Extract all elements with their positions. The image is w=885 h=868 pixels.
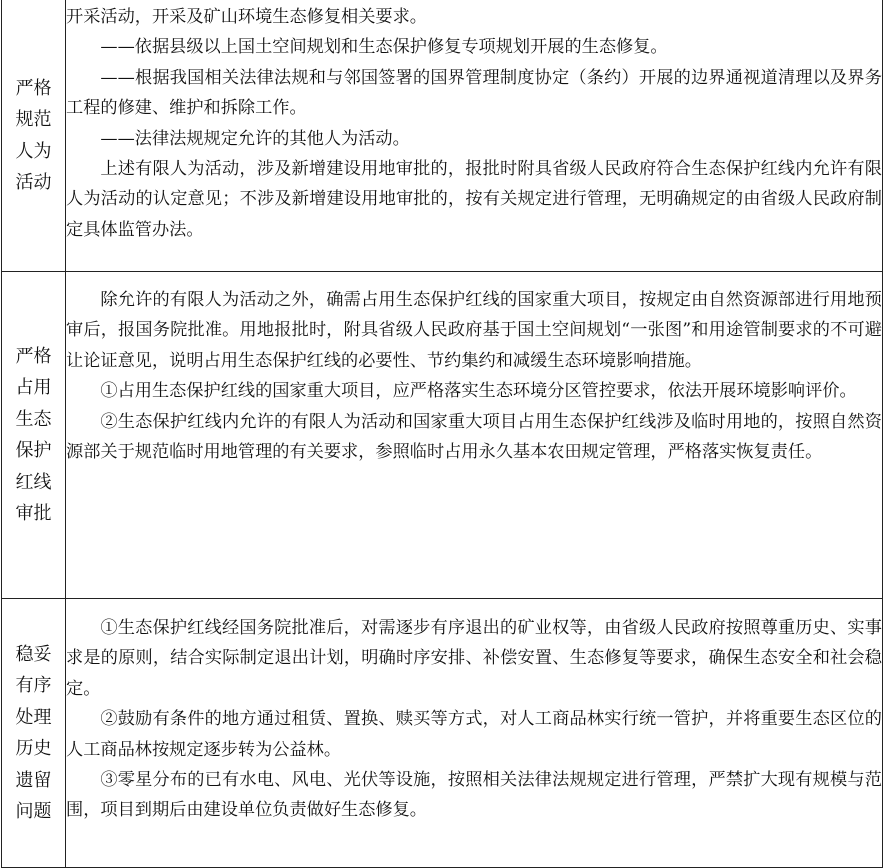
row-label-line: 生态 [15,408,52,430]
paragraph: ①占用生态保护红线的国家重大项目，应严格落实生态环境分区管控要求，依法开展环境影响评价。 [100,381,857,402]
paragraph: ——法律法规规定允许的其他人为活动。 [100,128,410,149]
paragraph: 除允许的有限人为活动之外，确需占用生态保护红线的国家重大项目，按规定由自然资源部进行用地预审后，报国务院批准。用地报批时，附具省级人民政府基于国土空间规划“一张图”和用途管制要求的不可避让论证意见，说明占用生态保护红线的必要性、节约集约和减缓生态环境影响措施。 [66,290,882,371]
table-row [2,0,883,272]
row-label-line: 稳妥 [15,643,52,665]
row-label-line: 有序 [15,675,52,696]
row-label-cell [2,272,66,599]
table-row [2,272,883,599]
row-label-line: 历史 [15,738,52,759]
row-content-cell [66,599,883,868]
row-label-line: 红线 [15,471,52,493]
policy-table [1,0,883,868]
paragraph: 上述有限人为活动，涉及新增建设用地审批的，报批时附具省级人民政府符合生态保护红线内允许有限人为活动的认定意见；不涉及新增建设用地审批的，按有关规定进行管理，无明确规定的由省级人民政府制定具体监管办法。 [66,159,882,240]
row-label-line: 问题 [15,801,52,822]
row-content-cell [66,272,883,599]
row-label-cell [2,0,66,272]
row-label-cell [2,599,66,868]
paragraph: ③零星分布的已有水电、风电、光伏等设施，按照相关法律法规规定进行管理，严禁扩大现有规模与范围，项目到期后由建设单位负责做好生态修复。 [66,770,882,821]
paragraph: 开采活动，开采及矿山环境生态修复相关要求。 [66,7,427,27]
paragraph: ②鼓励有条件的地方通过租赁、置换、赎买等方式，对人工商品林实行统一管护，并将重要生态区位的人工商品林按规定逐步转为公益林。 [66,709,882,760]
row-content-cell [66,0,883,272]
row-label [16,73,52,199]
row-label [16,639,52,828]
row-label-line: 占用 [15,377,52,398]
row-label-line: 活动 [15,172,52,193]
table-row [2,599,883,868]
row-label-line: 严格 [15,77,52,99]
row-label-line: 严格 [15,345,52,367]
paragraph: ②生态保护红线内允许的有限人为活动和国家重大项目占用生态保护红线涉及临时用地的，按照自然资源部关于规范临时用地管理的有关要求，参照临时占用永久基本农田规定管理，严格落实恢复责任。 [66,411,882,463]
paragraph: ——根据我国相关法律法规和与邻国签署的国界管理制度协定（条约）开展的边界通视道清理以及界务工程的修建、维护和拆除工作。 [66,67,882,119]
row-label-line: 审批 [15,503,52,524]
row-label-line: 处理 [15,706,52,728]
row-label-line: 规范 [15,109,52,130]
row-label-line: 保护 [15,440,52,461]
paragraph: ①生态保护红线经国务院批准后，对需逐步有序退出的矿业权等，由省级人民政府按照尊重历史、实事求是的原则，结合实际制定退出计划，明确时序安排、补偿安置、生态修复等要求，确保生态安全和社会稳定。 [66,618,882,699]
row-label-line: 遗留 [15,769,52,791]
row-label [16,341,52,530]
row-label-line: 人为 [15,140,52,162]
paragraph: ——依据县级以上国土空间规划和生态保护修复专项规划开展的生态修复。 [100,37,668,58]
